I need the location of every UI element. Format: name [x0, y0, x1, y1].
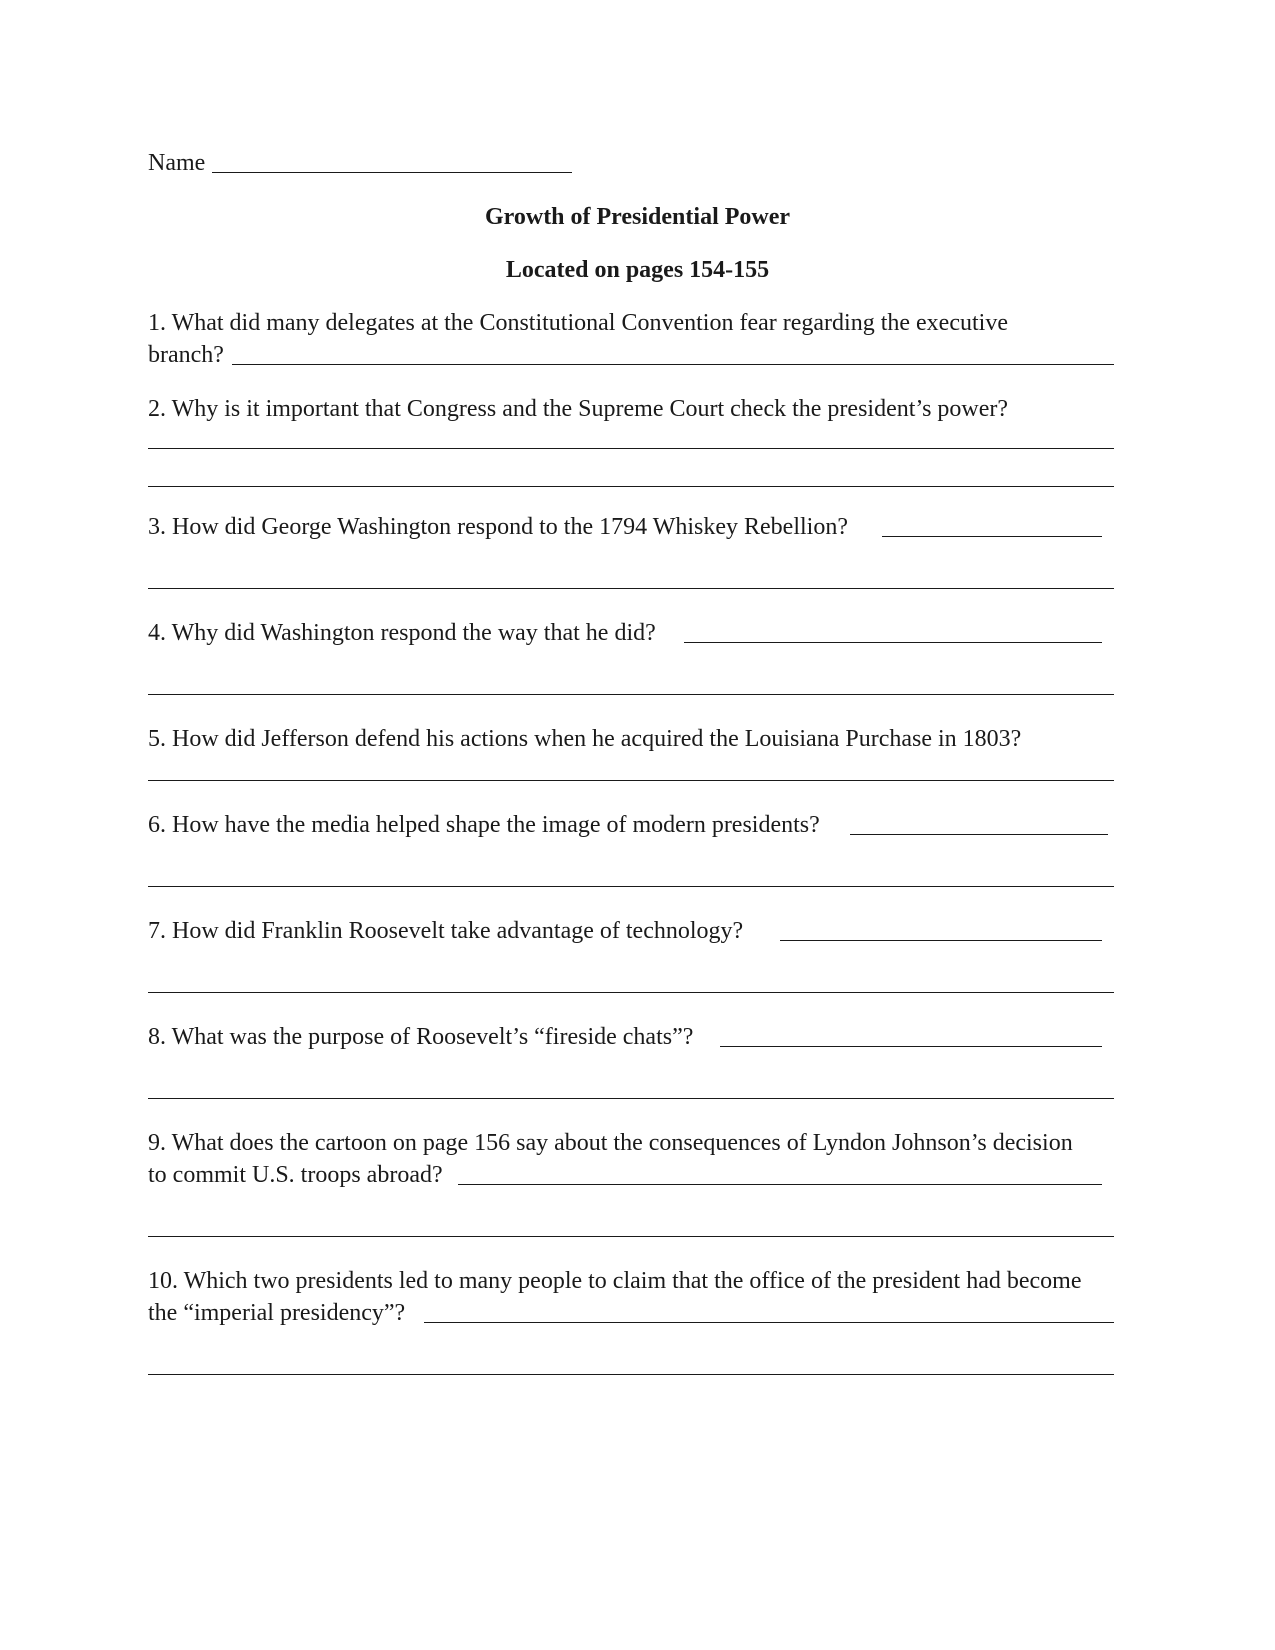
answer-line-5a[interactable] — [148, 780, 1114, 781]
answer-blank-3a[interactable] — [882, 536, 1102, 537]
question-2-line1: 2. Why is it important that Congress and the Supreme Court check the president’s power? — [148, 396, 1009, 422]
name-label: Name — [148, 150, 206, 176]
answer-blank-9a[interactable] — [458, 1184, 1102, 1185]
answer-blank-10a[interactable] — [424, 1322, 1114, 1323]
answer-line-3b[interactable] — [148, 588, 1114, 589]
answer-line-2b[interactable] — [148, 486, 1114, 487]
answer-line-7b[interactable] — [148, 992, 1114, 993]
answer-line-6b[interactable] — [148, 886, 1114, 887]
question-9-line2: to commit U.S. troops abroad? — [148, 1162, 443, 1188]
answer-line-10b[interactable] — [148, 1374, 1114, 1375]
worksheet-title: Growth of Presidential Power — [484, 204, 791, 230]
question-1-line2: branch? — [148, 342, 224, 368]
question-8-line1: 8. What was the purpose of Roosevelt’s “fireside chats”? — [148, 1024, 694, 1050]
answer-blank-7a[interactable] — [780, 940, 1102, 941]
answer-blank-6a[interactable] — [850, 834, 1108, 835]
answer-line-9b[interactable] — [148, 1236, 1114, 1237]
answer-line-2a[interactable] — [148, 448, 1114, 449]
question-1-line1: 1. What did many delegates at the Constitutional Convention fear regarding the executive — [148, 310, 1008, 336]
answer-line-4b[interactable] — [148, 694, 1114, 695]
question-4-line1: 4. Why did Washington respond the way that he did? — [148, 620, 656, 646]
question-9-line1: 9. What does the cartoon on page 156 say about the consequences of Lyndon Johnson’s decision — [148, 1130, 1073, 1156]
name-blank[interactable] — [212, 172, 572, 173]
answer-line-8b[interactable] — [148, 1098, 1114, 1099]
answer-blank-8a[interactable] — [720, 1046, 1102, 1047]
worksheet-subtitle: Located on pages 154-155 — [505, 257, 770, 283]
question-10-line2: the “imperial presidency”? — [148, 1300, 406, 1326]
question-3-line1: 3. How did George Washington respond to the 1794 Whiskey Rebellion? — [148, 514, 848, 540]
question-10-line1: 10. Which two presidents led to many people to claim that the office of the president had become — [148, 1268, 1082, 1294]
question-7-line1: 7. How did Franklin Roosevelt take advantage of technology? — [148, 918, 744, 944]
question-6-line1: 6. How have the media helped shape the image of modern presidents? — [148, 812, 820, 838]
answer-blank-4a[interactable] — [684, 642, 1102, 643]
question-5-line1: 5. How did Jefferson defend his actions when he acquired the Louisiana Purchase in 1803? — [148, 726, 1022, 752]
answer-blank-1a[interactable] — [232, 364, 1114, 365]
